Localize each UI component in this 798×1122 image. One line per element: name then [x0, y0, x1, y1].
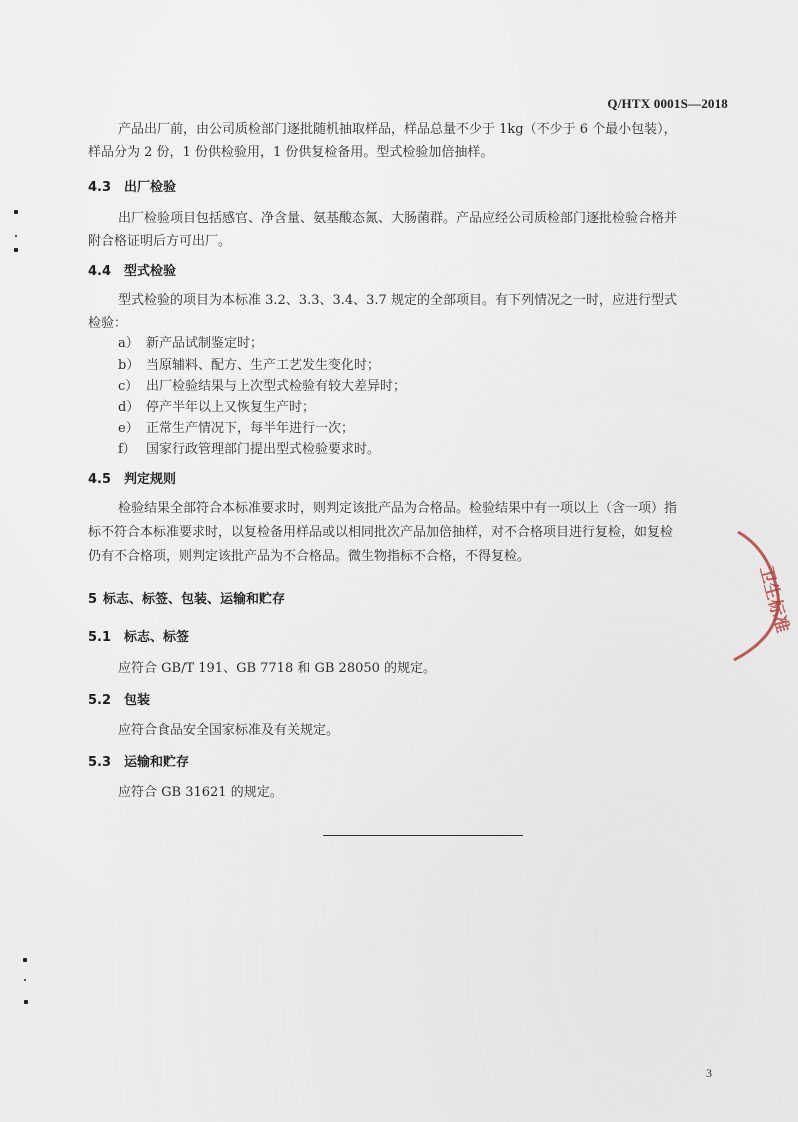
section-number: 5 [88, 592, 98, 607]
binding-hole [14, 248, 18, 252]
section-4-5-heading [88, 470, 176, 490]
section-number: 5.1 [88, 630, 112, 645]
list-item [118, 398, 315, 418]
section-title: 运输和贮存 [124, 755, 190, 770]
section-number: 4.5 [88, 472, 112, 487]
binding-hole [23, 958, 27, 962]
binding-hole [14, 210, 18, 214]
list-item-label: f） [118, 442, 136, 457]
section-5-2-text: 应符合食品安全国家标准及有关规定。 [118, 723, 340, 738]
list-item-label: a） [118, 336, 139, 351]
section-4-5-line-3: 仍有不合格项，则判定该批产品为不合格品。微生物指标不合格，不得复检。 [88, 549, 531, 564]
list-item-text: 正常生产情况下，每半年进行一次； [146, 421, 355, 436]
section-number: 5.2 [88, 693, 112, 708]
list-item-label: e） [118, 421, 139, 436]
list-item [118, 377, 406, 397]
section-4-5-line-2: 标不符合本标准要求时，以复检备用样品或以相同批次产品加倍抽样，对不合格项目进行复检，如复检 [88, 525, 674, 540]
svg-text:卫生标准: 卫生标准 [755, 564, 793, 635]
seal-stamp [712, 520, 798, 670]
section-4-4-heading [88, 262, 176, 282]
section-title: 包装 [124, 693, 151, 708]
section-5-2-heading [88, 691, 150, 711]
section-number: 5.3 [88, 755, 112, 770]
section-4-3-line-2: 附合格证明后方可出厂。 [88, 234, 232, 249]
section-4-4-line-1: 型式检验的项目为本标准 3.2、3.3、3.4、3.7 规定的全部项目。有下列情况之一时，应进行型式 [118, 293, 677, 308]
section-title: 标志、标签 [124, 630, 190, 645]
section-4-3-line-1: 出厂检验项目包括感官、净含量、氨基酸态氮、大肠菌群。产品应经公司质检部门逐批检验合格并 [118, 211, 678, 226]
document-code: Q/HTX 0001S—2018 [607, 96, 728, 111]
section-5-1-text: 应符合 GB/T 191、GB 7718 和 GB 28050 的规定。 [118, 661, 437, 676]
section-number: 4.3 [88, 180, 112, 195]
section-5-1-heading [88, 628, 189, 648]
list-item-label: b） [118, 358, 140, 373]
list-item-text: 新产品试制鉴定时； [146, 336, 264, 351]
list-item-label: d） [118, 400, 140, 415]
section-title: 判定规则 [124, 472, 177, 487]
list-item [118, 356, 380, 376]
section-title: 型式检验 [124, 264, 177, 279]
list-item [118, 440, 380, 460]
section-5-heading [88, 590, 285, 610]
section-5-3-text: 应符合 GB 31621 的规定。 [118, 785, 283, 800]
list-item-label: c） [118, 379, 139, 394]
section-4-3-heading [88, 178, 176, 198]
list-item-text: 国家行政管理部门提出型式检验要求时。 [146, 442, 381, 457]
end-of-document-rule [323, 835, 523, 836]
section-5-3-heading [88, 753, 189, 773]
section-title: 标志、标签、包装、运输和贮存 [103, 592, 286, 607]
list-item-text: 当原辅料、配方、生产工艺发生变化时； [146, 358, 381, 373]
list-item-text: 停产半年以上又恢复生产时； [146, 400, 316, 415]
sampling-line-1: 产品出厂前，由公司质检部门逐批随机抽取样品，样品总量不少于 1kg（不少于 6 个最小包装）， [118, 122, 677, 137]
section-number: 4.4 [88, 264, 112, 279]
binding-hole [24, 1000, 28, 1004]
list-item [118, 334, 263, 354]
section-4-4-line-2: 检验： [88, 316, 128, 331]
sampling-line-2: 样品分为 2 份，1 份供检验用，1 份供复检备用。型式检验加倍抽样。 [88, 145, 494, 160]
list-item [118, 419, 354, 439]
section-title: 出厂检验 [124, 180, 177, 195]
binding-hole [24, 979, 26, 981]
page-number: 3 [706, 1066, 712, 1080]
section-4-5-line-1: 检验结果全部符合本标准要求时，则判定该批产品为合格品。检验结果中有一项以上（含一项）指 [118, 501, 678, 516]
binding-hole [15, 235, 17, 237]
list-item-text: 出厂检验结果与上次型式检验有较大差异时； [146, 379, 407, 394]
